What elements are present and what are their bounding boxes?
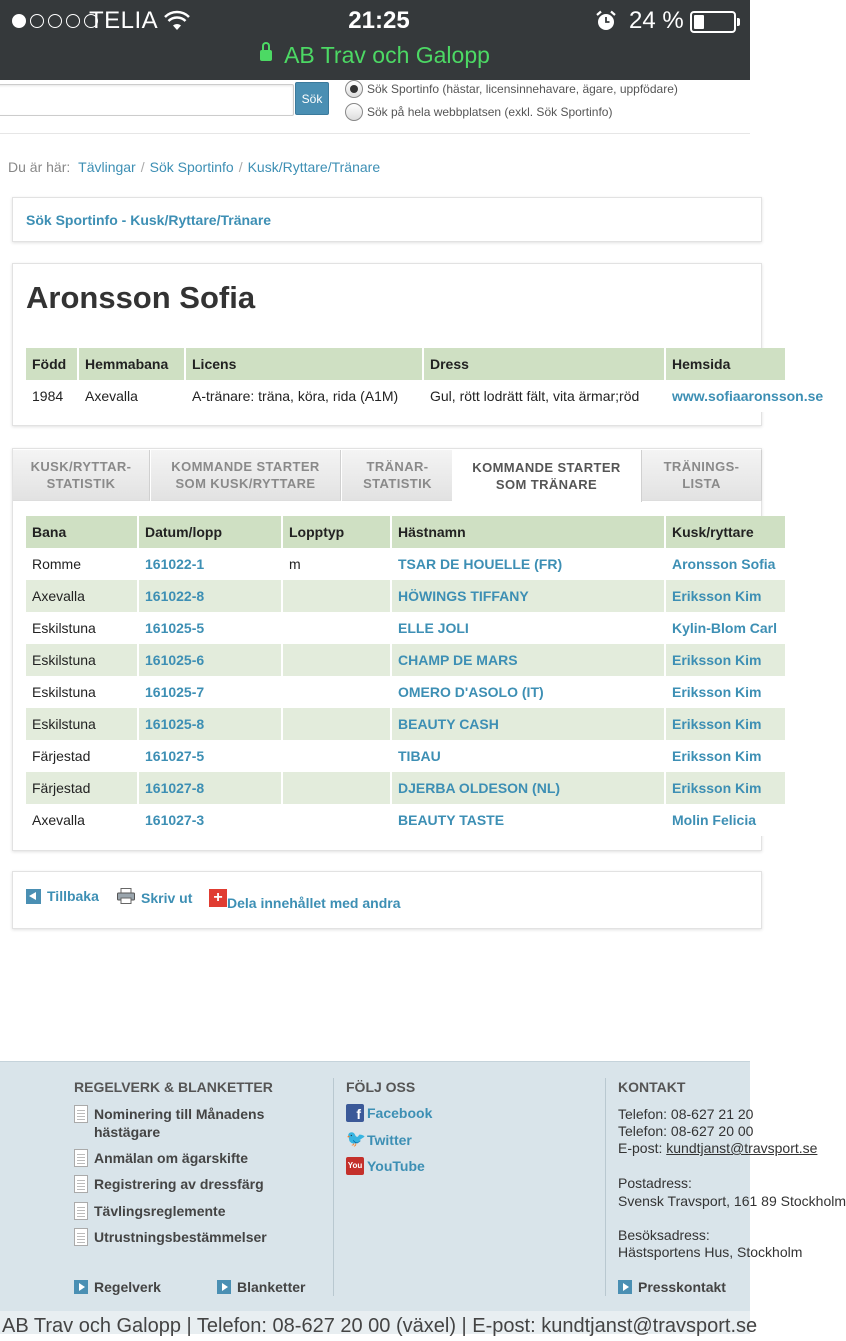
twitter-icon: 🐦 bbox=[346, 1131, 366, 1148]
horse-link[interactable]: HÖWINGS TIFFANY bbox=[398, 588, 529, 604]
race-link[interactable]: 161027-5 bbox=[145, 748, 205, 764]
driver-link[interactable]: Molin Felicia bbox=[672, 812, 757, 828]
track-cell: Romme bbox=[26, 548, 138, 580]
header-datum: Datum/lopp bbox=[138, 516, 282, 548]
radio-button-icon[interactable] bbox=[345, 80, 363, 98]
driver-link[interactable]: Eriksson Kim bbox=[672, 748, 762, 764]
driver-cell bbox=[665, 804, 786, 836]
section-title-link[interactable]: Sök Sportinfo - Kusk/Ryttare/Tränare bbox=[26, 212, 272, 228]
breadcrumb-prefix: Du är här: bbox=[8, 159, 71, 175]
radio-search-sportinfo[interactable] bbox=[345, 80, 678, 98]
breadcrumb-item-tavlingar[interactable]: Tävlingar bbox=[78, 159, 136, 175]
race-link[interactable]: 161025-8 bbox=[145, 716, 205, 732]
alarm-icon bbox=[595, 10, 617, 39]
driver-cell bbox=[665, 644, 786, 676]
arrow-right-icon bbox=[217, 1280, 231, 1294]
footer-divider bbox=[605, 1078, 606, 1296]
race-type-cell bbox=[282, 740, 391, 772]
race-type-cell bbox=[282, 612, 391, 644]
horse-cell bbox=[391, 548, 665, 580]
driver-link[interactable]: Eriksson Kim bbox=[672, 780, 762, 796]
table-row bbox=[26, 580, 786, 612]
document-icon bbox=[74, 1105, 88, 1123]
driver-cell bbox=[665, 676, 786, 708]
header-fodd: Född bbox=[26, 348, 78, 380]
radio-label: Sök Sportinfo (hästar, licensinnehavare, ägare, uppfödare) bbox=[367, 82, 678, 96]
breadcrumb: Du är här: Tävlingar / Sök Sportinfo / Kusk/Ryttare/Tränare bbox=[8, 159, 381, 175]
arrow-right-icon bbox=[74, 1280, 88, 1294]
tab-traningslista[interactable]: TRÄNINGS- LISTA bbox=[642, 450, 762, 501]
tab-tranar-statistik[interactable]: TRÄNAR- STATISTIK bbox=[342, 450, 454, 501]
visit-address: Hästsportens Hus, Stockholm bbox=[618, 1244, 803, 1260]
footer-link-utrustning[interactable]: Utrustningsbestämmelser bbox=[74, 1228, 267, 1246]
print-button[interactable]: Skriv ut bbox=[117, 888, 192, 907]
status-bar bbox=[0, 0, 750, 80]
race-cell bbox=[138, 644, 282, 676]
table-row bbox=[26, 740, 786, 772]
homepage-link[interactable]: www.sofiaaronsson.se bbox=[672, 388, 824, 404]
header-hemmabana: Hemmabana bbox=[78, 348, 185, 380]
visit-label: Besöksadress: bbox=[618, 1227, 710, 1243]
header-kusk: Kusk/ryttare bbox=[665, 516, 786, 548]
race-link[interactable]: 161027-3 bbox=[145, 812, 205, 828]
horse-link[interactable]: OMERO D'ASOLO (IT) bbox=[398, 684, 544, 700]
starts-table bbox=[26, 516, 787, 836]
horse-link[interactable]: BEAUTY CASH bbox=[398, 716, 499, 732]
info-table bbox=[26, 348, 824, 412]
document-icon bbox=[74, 1228, 88, 1246]
postal-address: Svensk Travsport, 161 89 Stockholm bbox=[618, 1193, 846, 1209]
radio-search-site[interactable] bbox=[345, 103, 612, 121]
facebook-icon: f bbox=[346, 1104, 364, 1122]
horse-cell bbox=[391, 708, 665, 740]
table-row bbox=[26, 804, 786, 836]
facebook-link[interactable]: f Facebook bbox=[346, 1104, 432, 1122]
footer-link-agarskifte[interactable]: Anmälan om ägarskifte bbox=[74, 1149, 248, 1167]
table-row bbox=[26, 676, 786, 708]
battery-icon bbox=[690, 11, 736, 33]
breadcrumb-item-sok-sportinfo[interactable]: Sök Sportinfo bbox=[149, 159, 234, 175]
clock-time: 21:25 bbox=[348, 7, 410, 34]
header-hemsida: Hemsida bbox=[665, 348, 786, 380]
address-bar[interactable] bbox=[0, 42, 750, 69]
race-cell bbox=[138, 548, 282, 580]
race-link[interactable]: 161022-1 bbox=[145, 556, 205, 572]
footer-divider bbox=[333, 1078, 334, 1296]
document-icon bbox=[74, 1175, 88, 1193]
race-type-cell bbox=[282, 804, 391, 836]
header-licens: Licens bbox=[185, 348, 423, 380]
starts-table-header bbox=[26, 516, 786, 548]
plus-share-icon: + bbox=[209, 889, 227, 907]
footer-link-presskontakt[interactable]: Presskontakt bbox=[618, 1278, 726, 1296]
radio-label: Sök på hela webbplatsen (exkl. Sök Sportinfo) bbox=[367, 105, 613, 119]
track-cell: Eskilstuna bbox=[26, 612, 138, 644]
horse-cell bbox=[391, 740, 665, 772]
contact-phone-2: Telefon: 08-627 20 00 bbox=[618, 1123, 754, 1139]
bottom-bar: AB Trav och Galopp | Telefon: 08-627 20 00 (växel) | E-post: kundtjanst@travsport.se bbox=[0, 1311, 750, 1334]
horse-cell bbox=[391, 772, 665, 804]
contact-email: E-post: kundtjanst@travsport.se bbox=[618, 1140, 818, 1156]
driver-cell bbox=[665, 548, 786, 580]
race-cell bbox=[138, 676, 282, 708]
printer-icon bbox=[117, 888, 135, 907]
person-name: Aronsson Sofia bbox=[26, 280, 256, 315]
radio-button-icon[interactable] bbox=[345, 103, 363, 121]
race-type-cell bbox=[282, 772, 391, 804]
track-cell: Färjestad bbox=[26, 740, 138, 772]
race-type-cell bbox=[282, 644, 391, 676]
twitter-link[interactable]: 🐦 Twitter bbox=[346, 1131, 412, 1148]
horse-cell bbox=[391, 612, 665, 644]
header-divider bbox=[0, 133, 750, 134]
footer-link-regelverk[interactable]: Regelverk bbox=[74, 1278, 161, 1296]
driver-cell bbox=[665, 580, 786, 612]
youtube-icon: You bbox=[346, 1157, 364, 1175]
license: A-tränare: träna, köra, rida (A1M) bbox=[185, 380, 423, 412]
driver-link[interactable]: Aronsson Sofia bbox=[672, 556, 776, 572]
table-row bbox=[26, 644, 786, 676]
breadcrumb-item-kusk[interactable]: Kusk/Ryttare/Tränare bbox=[247, 159, 381, 175]
home-track: Axevalla bbox=[78, 380, 185, 412]
info-table-row bbox=[26, 380, 786, 412]
race-type-cell bbox=[282, 676, 391, 708]
horse-cell bbox=[391, 676, 665, 708]
race-cell bbox=[138, 708, 282, 740]
driver-cell bbox=[665, 708, 786, 740]
footer-title-regelverk: REGELVERK & BLANKETTER bbox=[74, 1079, 273, 1095]
track-cell: Eskilstuna bbox=[26, 708, 138, 740]
driver-link[interactable]: Eriksson Kim bbox=[672, 716, 762, 732]
info-table-header bbox=[26, 348, 786, 380]
driver-link[interactable]: Kylin-Blom Carl bbox=[672, 620, 778, 636]
driver-link[interactable]: Eriksson Kim bbox=[672, 684, 762, 700]
horse-link[interactable]: BEAUTY TASTE bbox=[398, 812, 505, 828]
tab-kusk-statistik[interactable]: KUSK/RYTTAR- STATISTIK bbox=[13, 450, 150, 501]
race-cell bbox=[138, 772, 282, 804]
race-link[interactable]: 161027-8 bbox=[145, 780, 205, 796]
site-url: AB Trav och Galopp bbox=[284, 42, 490, 68]
track-cell: Axevalla bbox=[26, 804, 138, 836]
horse-cell bbox=[391, 580, 665, 612]
driver-link[interactable]: Eriksson Kim bbox=[672, 588, 762, 604]
race-cell bbox=[138, 580, 282, 612]
header-lopptyp: Lopptyp bbox=[282, 516, 391, 548]
table-row bbox=[26, 772, 786, 804]
race-type-cell bbox=[282, 580, 391, 612]
back-button[interactable]: Tillbaka bbox=[26, 888, 99, 904]
horse-link[interactable]: DJERBA OLDESON (NL) bbox=[398, 780, 561, 796]
search-input[interactable] bbox=[0, 84, 294, 116]
header-bana: Bana bbox=[26, 516, 138, 548]
race-link[interactable]: 161022-8 bbox=[145, 588, 205, 604]
horse-link[interactable]: TSAR DE HOUELLE (FR) bbox=[398, 556, 563, 572]
race-type-cell bbox=[282, 708, 391, 740]
header-hastnamn: Hästnamn bbox=[391, 516, 665, 548]
homepage-cell bbox=[665, 380, 824, 412]
track-cell: Eskilstuna bbox=[26, 676, 138, 708]
dress: Gul, rött lodrätt fält, vita ärmar;röd bbox=[423, 380, 665, 412]
race-cell bbox=[138, 612, 282, 644]
lock-icon bbox=[260, 50, 272, 61]
driver-link[interactable]: Eriksson Kim bbox=[672, 652, 762, 668]
tab-kommande-kusk[interactable]: KOMMANDE STARTER SOM KUSK/RYTTARE bbox=[151, 450, 341, 501]
race-link[interactable]: 161025-6 bbox=[145, 652, 205, 668]
back-arrow-icon bbox=[26, 889, 41, 904]
race-cell bbox=[138, 804, 282, 836]
footer-title-kontakt: KONTAKT bbox=[618, 1079, 686, 1095]
horse-link[interactable]: ELLE JOLI bbox=[398, 620, 469, 636]
driver-cell bbox=[665, 772, 786, 804]
contact-phone-1: Telefon: 08-627 21 20 bbox=[618, 1106, 754, 1122]
email-link[interactable]: kundtjanst@travsport.se bbox=[666, 1140, 818, 1156]
document-icon bbox=[74, 1149, 88, 1167]
race-link[interactable]: 161025-5 bbox=[145, 620, 205, 636]
race-cell bbox=[138, 740, 282, 772]
search-button[interactable]: Sök bbox=[295, 82, 329, 115]
footer-title-folj-oss: FÖLJ OSS bbox=[346, 1079, 416, 1095]
footer-link-tavlingsreglemente[interactable]: Tävlingsreglemente bbox=[74, 1202, 226, 1220]
table-row bbox=[26, 708, 786, 740]
footer-link-nominering[interactable]: Nominering till Månadens hästägare bbox=[74, 1105, 324, 1141]
track-cell: Färjestad bbox=[26, 772, 138, 804]
arrow-right-icon bbox=[618, 1280, 632, 1294]
horse-cell bbox=[391, 644, 665, 676]
footer-link-blanketter[interactable]: Blanketter bbox=[217, 1278, 305, 1296]
horse-link[interactable]: TIBAU bbox=[398, 748, 441, 764]
table-row bbox=[26, 548, 786, 580]
birth-year: 1984 bbox=[26, 380, 78, 412]
header-dress: Dress bbox=[423, 348, 665, 380]
footer-link-dressfarg[interactable]: Registrering av dressfärg bbox=[74, 1175, 264, 1193]
race-type-cell: m bbox=[282, 548, 391, 580]
youtube-link[interactable]: You YouTube bbox=[347, 1158, 425, 1174]
postal-label: Postadress: bbox=[618, 1175, 692, 1191]
document-icon bbox=[74, 1202, 88, 1220]
table-row bbox=[26, 612, 786, 644]
share-button[interactable]: + Dela innehållet med andra bbox=[209, 889, 401, 911]
race-link[interactable]: 161025-7 bbox=[145, 684, 205, 700]
track-cell: Eskilstuna bbox=[26, 644, 138, 676]
tab-kommande-tranare[interactable]: KOMMANDE STARTER SOM TRÄNARE bbox=[452, 450, 642, 502]
driver-cell bbox=[665, 612, 786, 644]
horse-cell bbox=[391, 804, 665, 836]
horse-link[interactable]: CHAMP DE MARS bbox=[398, 652, 518, 668]
track-cell: Axevalla bbox=[26, 580, 138, 612]
battery-percentage: 24 % bbox=[629, 7, 684, 34]
carrier-name: TELIA bbox=[89, 7, 159, 34]
driver-cell bbox=[665, 740, 786, 772]
